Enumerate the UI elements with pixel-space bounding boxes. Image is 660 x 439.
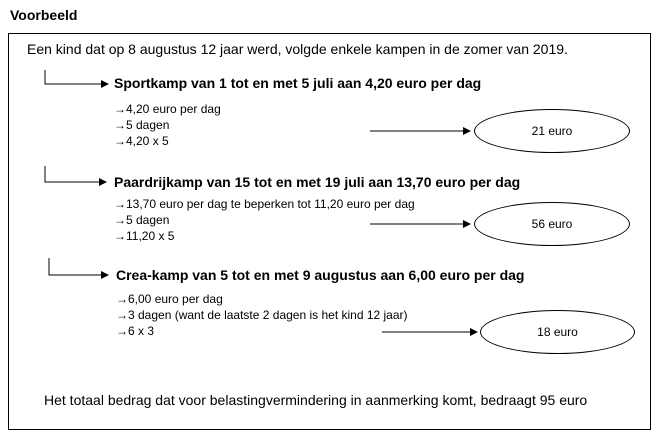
camp-1-result-ellipse <box>474 109 630 153</box>
camp-3-elbow-arrow <box>49 258 108 275</box>
camp-2-result-ellipse <box>474 202 630 246</box>
camp-1-elbow-arrow <box>45 70 108 84</box>
camp-3-details <box>116 291 408 339</box>
example-heading: Voorbeeld <box>10 7 78 23</box>
camp-1-details <box>114 101 221 149</box>
camp-2-detail-1: →13,70 euro per dag te beperken tot 11,20 euro per dag <box>114 197 415 211</box>
intro-text: Een kind dat op 8 augustus 12 jaar werd, volgde enkele kampen in de zomer van 2019. <box>27 41 568 57</box>
camp-2-title: Paardrijkamp van 15 tot en met 19 juli aan 13,70 euro per dag <box>114 174 521 190</box>
camp-3-result-text: 18 euro <box>537 325 578 339</box>
camp-3-detail-1: →6,00 euro per dag <box>116 292 223 306</box>
camp-1-detail-3: →4,20 x 5 <box>114 134 169 148</box>
camp-1-result-text: 21 euro <box>531 124 573 138</box>
camp-3-result-ellipse <box>480 310 635 354</box>
camp-3-title: Crea-kamp van 5 tot en met 9 augustus aan 6,00 euro per dag <box>116 267 525 283</box>
camp-2-detail-3: →11,20 x 5 <box>114 229 175 243</box>
camp-3-detail-3: →6 x 3 <box>116 324 155 338</box>
camp-2-detail-2: →5 dagen <box>114 213 170 227</box>
camp-3-detail-2: →3 dagen (want de laatste 2 dagen is het kind 12 jaar) <box>116 308 408 322</box>
camp-2-elbow-arrow <box>45 166 106 182</box>
camp-1-title: Sportkamp van 1 tot en met 5 juli aan 4,20 euro per dag <box>114 75 482 91</box>
camp-1-detail-1: →4,20 euro per dag <box>114 102 221 116</box>
camp-1-detail-2: →5 dagen <box>114 118 170 132</box>
camp-2-details <box>114 196 415 244</box>
camp-2-result-text: 56 euro <box>531 217 573 231</box>
total-text: Het totaal bedrag dat voor belastingvermindering in aanmerking komt, bedraagt 95 euro <box>44 392 588 408</box>
